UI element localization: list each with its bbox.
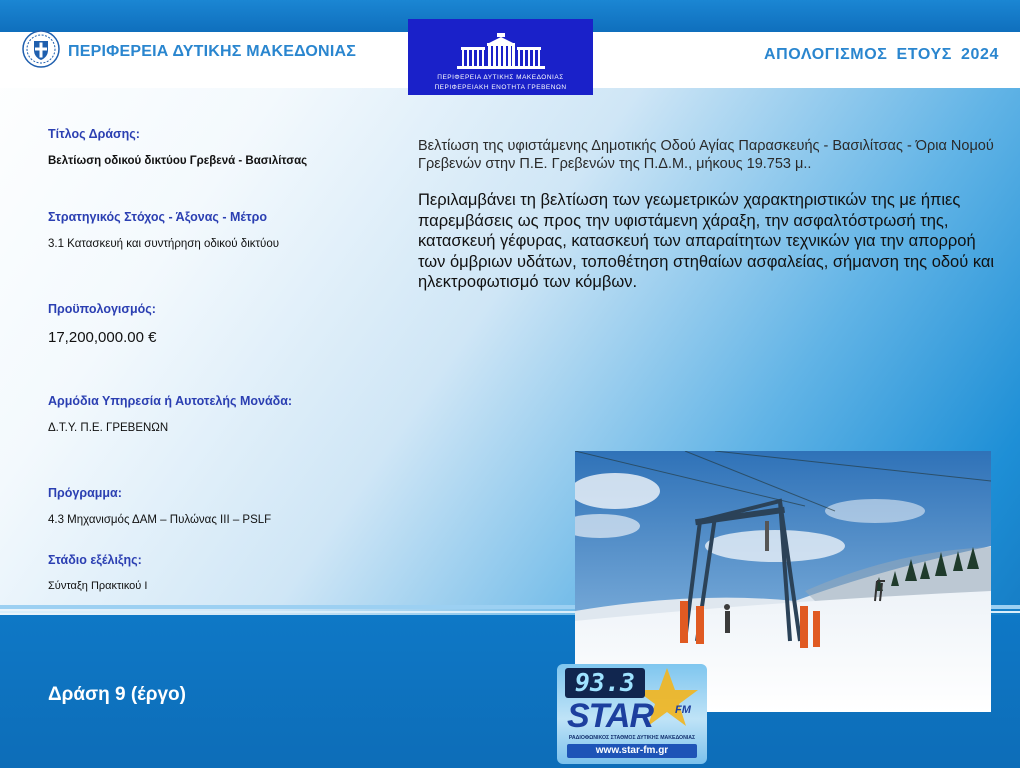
- field-value-budget: 17,200,000.00 €: [48, 329, 157, 346]
- field-label-stage: Στάδιο εξέλιξης:: [48, 553, 142, 567]
- building-icon: [457, 33, 545, 71]
- star-fm-name: STAR: [567, 697, 654, 735]
- field-label-program: Πρόγραμμα:: [48, 486, 122, 500]
- field-value-strategic-goal: 3.1 Κατασκευή και συντήρηση οδικού δικτύου: [48, 238, 280, 250]
- logo-line2: ΠΕΡΙΦΕΡΕΙΑΚΗ ΕΝΟΤΗΤΑ ΓΡΕΒΕΝΩΝ: [434, 84, 567, 91]
- star-fm-subtitle: ΡΑΔΙΟΦΩΝΙΚΟΣ ΣΤΑΘΜΟΣ ΔΥΤΙΚΗΣ ΜΑΚΕΔΟΝΙΑΣ: [568, 735, 696, 741]
- description-details: Περιλαμβάνει τη βελτίωση των γεωμετρικών χαρακτηριστικών της με ήπιες παρεμβάσεις ως προς την υφιστάμενη χάραξη, την ασφαλτόστρωσή της, κατασκευή γέφυρας, κατασκευή των απαραίτητων τεχνικών για την απορροή των όμβριων υδάτων, τοποθέτηση στηθαίων ασφαλείας, σήμανση της οδού και ηλεκτροφωτισμό των κόμβων.: [418, 191, 995, 291]
- star-fm-watermark: [557, 664, 707, 764]
- report-title: ΑΠΟΛΟΓΙΣΜΟΣ ΕΤΟΥΣ 2024: [764, 46, 999, 63]
- field-label-budget: Προϋπολογισμός:: [48, 302, 156, 316]
- field-value-title: Βελτίωση οδικού δικτύου Γρεβενά - Βασιλίτσας: [48, 155, 308, 167]
- field-label-responsible-unit: Αρμόδια Υπηρεσία ή Αυτοτελής Μονάδα:: [48, 394, 293, 408]
- field-value-responsible-unit: Δ.Τ.Υ. Π.Ε. ΓΡΕΒΕΝΩΝ: [48, 422, 169, 434]
- action-label: Δράση 9 (έργο): [48, 684, 186, 705]
- star-fm-frequency: 93.3: [565, 668, 645, 698]
- description-summary: Βελτίωση της υφιστάμενης Δημοτικής Οδού Αγίας Παρασκευής - Βασιλίτσας - Όρια Νομού Γρεβενών στην Π.Ε. Γρεβενών της Π.Δ.Μ., μήκους 19.753 μ..: [418, 138, 994, 172]
- region-name: ΠΕΡΙΦΕΡΕΙΑ ΔΥΤΙΚΗΣ ΜΑΚΕΔΟΝΙΑΣ: [68, 43, 357, 60]
- star-fm-suffix: FM: [675, 704, 691, 716]
- star-fm-url: www.star-fm.gr: [567, 744, 697, 758]
- field-value-stage: Σύνταξη Πρακτικού Ι: [48, 580, 148, 592]
- greek-emblem-icon: [22, 30, 60, 68]
- field-label-strategic-goal: Στρατηγικός Στόχος - Άξονας - Μέτρο: [48, 210, 267, 224]
- field-value-program: 4.3 Μηχανισμός ΔΑΜ – Πυλώνας ΙΙΙ – PSLF: [48, 514, 272, 526]
- field-label-title: Τίτλος Δράσης:: [48, 127, 140, 141]
- logo-line1: ΠΕΡΙΦΕΡΕΙΑ ΔΥΤΙΚΗΣ ΜΑΚΕΔΟΝΙΑΣ: [437, 74, 564, 81]
- regional-unit-logo: [408, 19, 593, 95]
